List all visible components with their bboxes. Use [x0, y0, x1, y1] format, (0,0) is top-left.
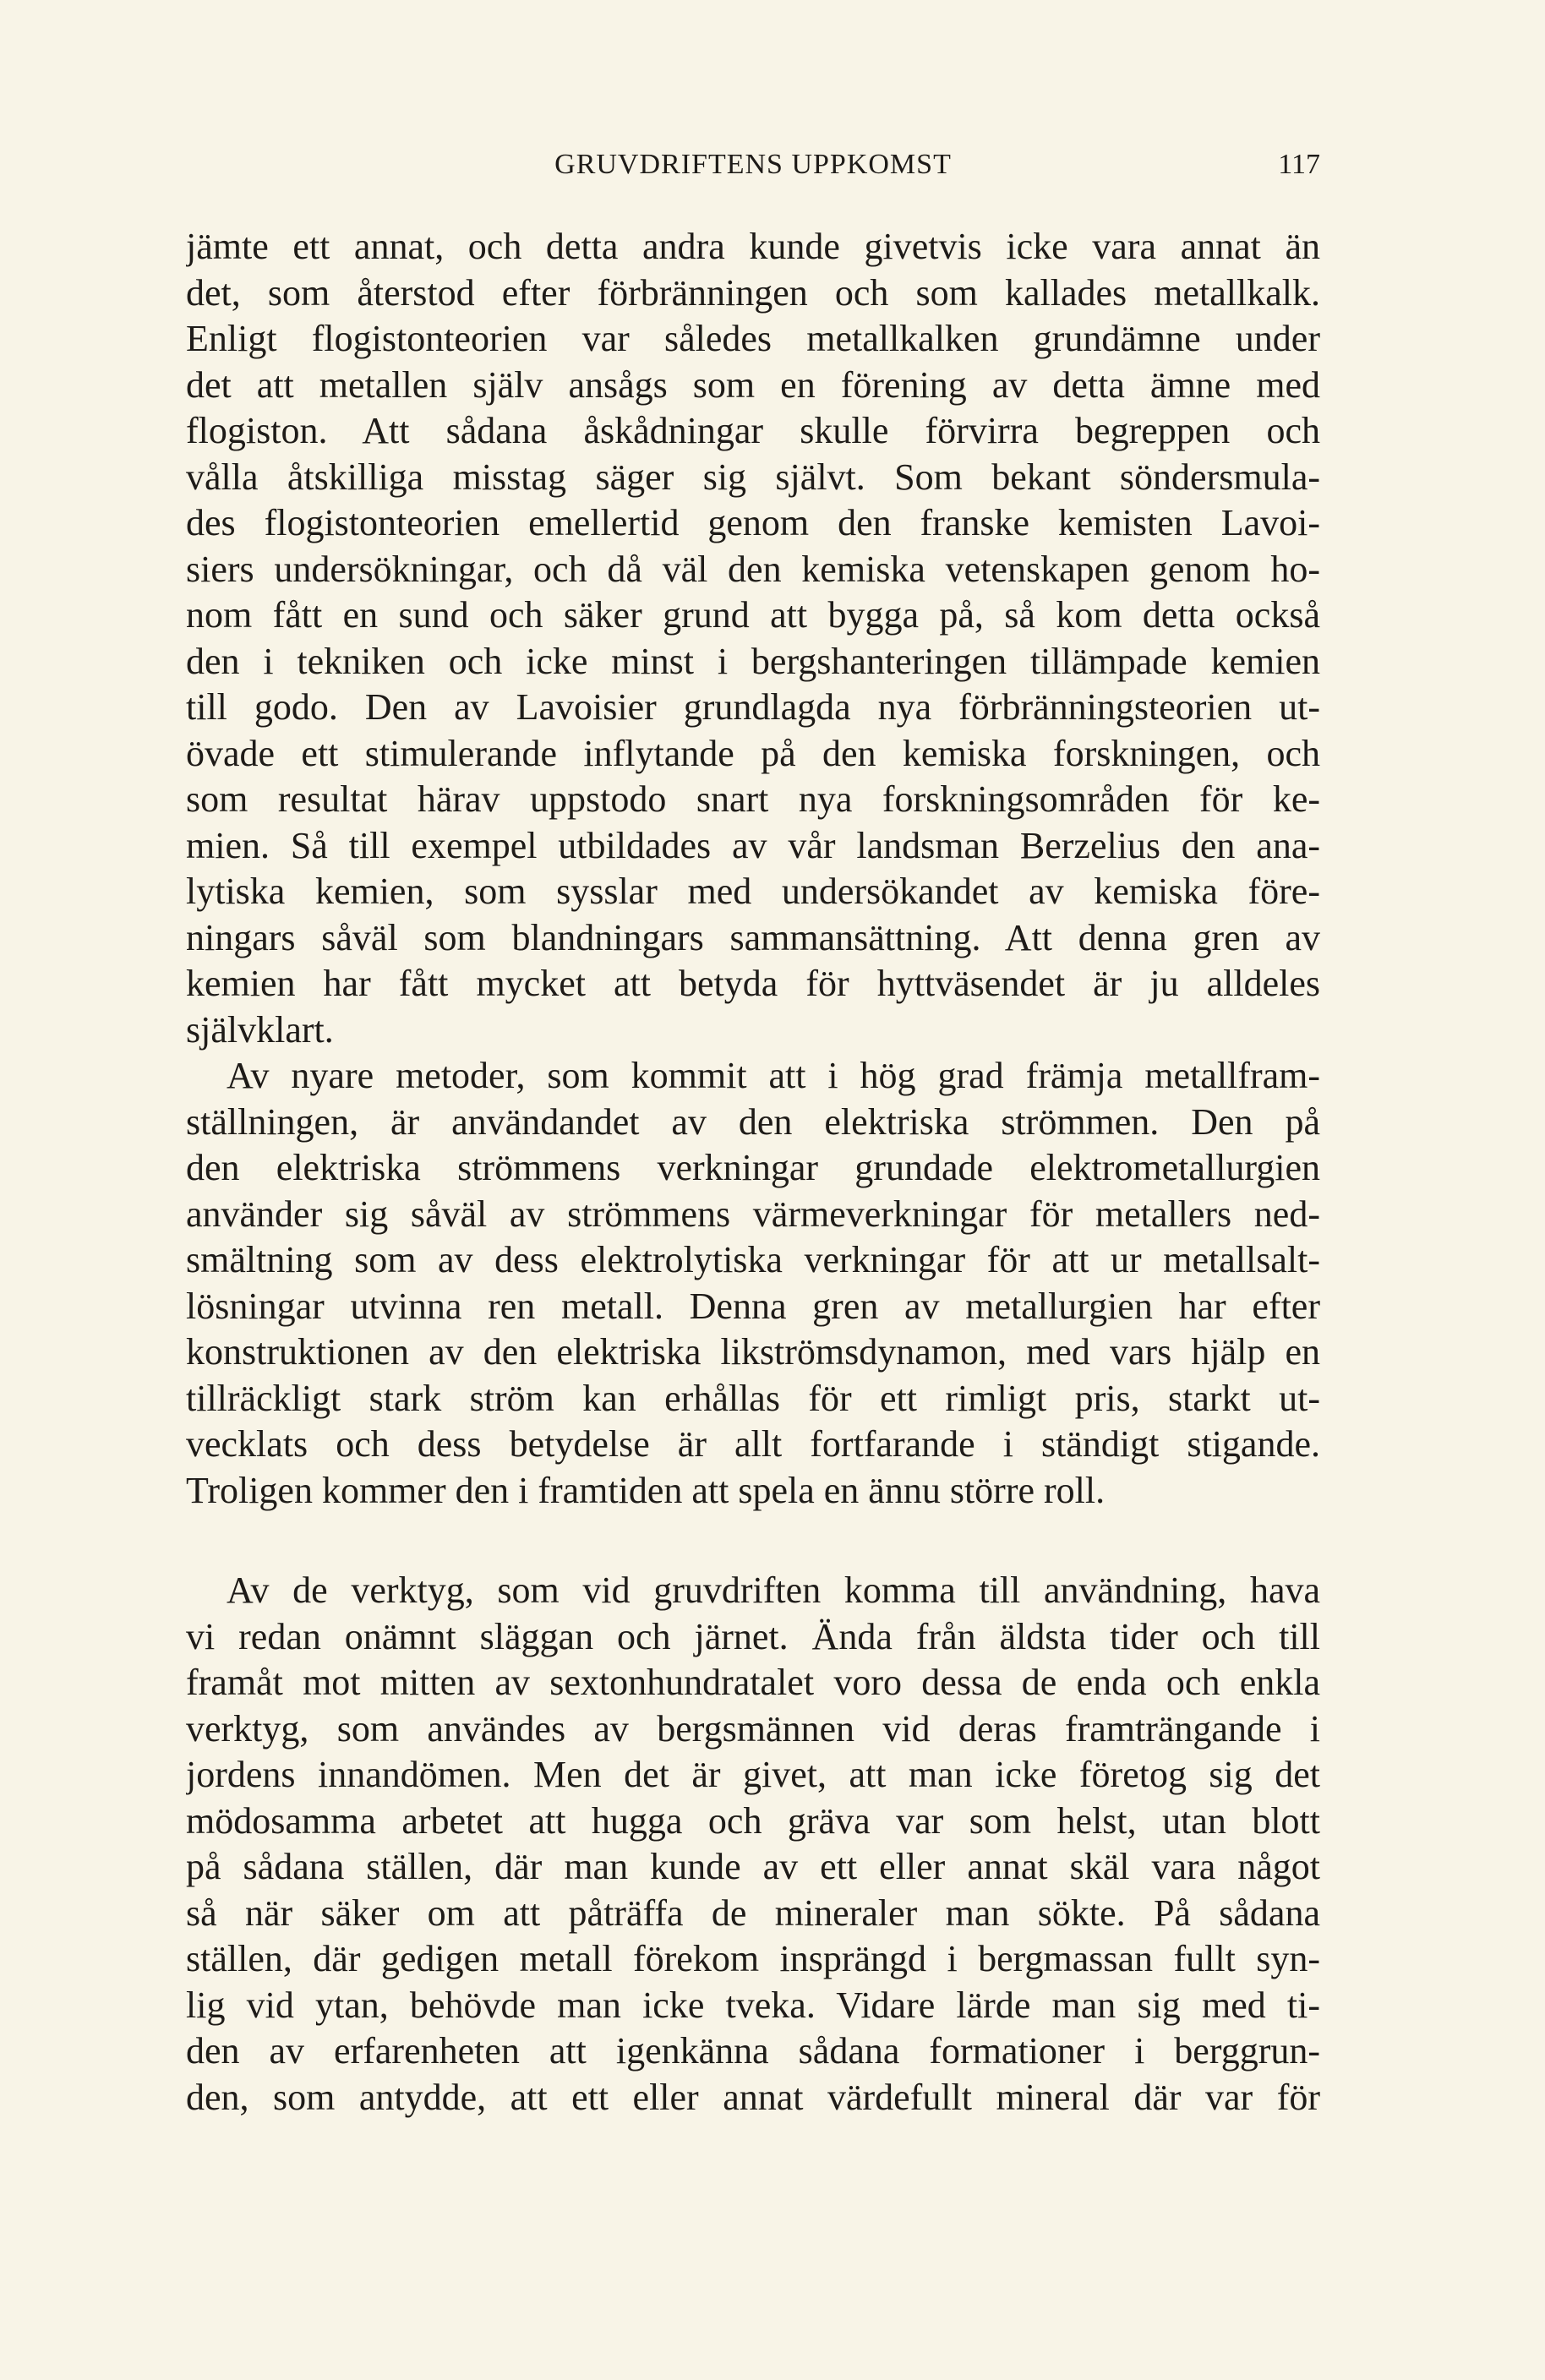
- text-line: vecklats och dess betydelse är allt fortfarande i ständigt stigande.: [186, 1423, 1320, 1465]
- paragraph-1: [186, 224, 1320, 1053]
- text-line: på sådana ställen, där man kunde av ett eller annat skäl vara något: [186, 1846, 1320, 1887]
- paragraph-2: [186, 1053, 1320, 1514]
- running-header: [186, 149, 1320, 191]
- paragraph-3: [186, 1568, 1320, 2121]
- text-line: som resultat härav uppstodo snart nya forskningsområden för ke-: [186, 778, 1320, 820]
- text-line: siers undersökningar, och då väl den kemiska vetenskapen genom ho-: [186, 548, 1320, 590]
- text-line: Av de verktyg, som vid gruvdriften komma till användning, hava: [227, 1569, 1320, 1611]
- text-line: ställningen, är användandet av den elektriska strömmen. Den på: [186, 1100, 1320, 1143]
- text-line: kemien har fått mycket att betyda för hyttväsendet är ju alldeles: [186, 963, 1320, 1004]
- text-line: den, som antydde, att ett eller annat värdefullt mineral där var för: [186, 2076, 1320, 2118]
- text-line: lösningar utvinna ren metall. Denna gren av metallurgien har efter: [186, 1285, 1320, 1327]
- text-line: den i tekniken och icke minst i bergshanteringen tillämpade kemien: [186, 640, 1320, 682]
- text-line: ningars såväl som blandningars sammansättning. Att denna gren av: [186, 916, 1320, 958]
- text-line: framåt mot mitten av sextonhundratalet voro dessa de enda och enkla: [186, 1662, 1320, 1703]
- text-line: Av nyare metoder, som kommit att i hög grad främja metallfram-: [227, 1055, 1320, 1096]
- text-line: nom fått en sund och säker grund att bygga på, så kom detta också: [186, 594, 1320, 636]
- text-line: övade ett stimulerande inflytande på den kemiska forskningen, och: [186, 732, 1320, 774]
- text-line: mien. Så till exempel utbildades av vår landsman Berzelius den ana-: [186, 824, 1320, 866]
- text-line: till godo. Den av Lavoisier grundlagda nya förbränningsteorien ut-: [186, 686, 1320, 728]
- text-line: smältning som av dess elektrolytiska verkningar för att ur metallsalt-: [186, 1239, 1320, 1280]
- text-line: Enligt flogistonteorien var således metallkalken grundämne under: [186, 318, 1320, 359]
- text-line: Troligen kommer den i framtiden att spela en ännu större roll.: [186, 1469, 1106, 1511]
- text-line: ställen, där gedigen metall förekom insprängd i bergmassan fullt syn-: [186, 1938, 1320, 1979]
- text-line: självklart.: [186, 1008, 334, 1051]
- text-line: jämte ett annat, och detta andra kunde givetvis icke vara annat än: [186, 226, 1320, 267]
- text-line: konstruktionen av den elektriska likströmsdynamon, med vars hjälp en: [186, 1331, 1320, 1373]
- running-title: GRUVDRIFTENS UPPKOMST: [554, 149, 952, 180]
- page-number: 117: [1278, 149, 1320, 180]
- text-line: det att metallen själv ansågs som en förening av detta ämne med: [186, 363, 1320, 406]
- text-line: des flogistonteorien emellertid genom den franske kemisten Lavoi-: [186, 502, 1320, 543]
- text-line: den elektriska strömmens verkningar grundade elektrometallurgien: [186, 1147, 1320, 1188]
- text-line: lytiska kemien, som sysslar med undersökandet av kemiska före-: [186, 871, 1320, 912]
- text-line: lig vid ytan, behövde man icke tveka. Vidare lärde man sig med ti-: [186, 1984, 1320, 2026]
- text-line: mödosamma arbetet att hugga och gräva var som helst, utan blott: [186, 1799, 1320, 1842]
- text-line: vi redan onämnt släggan och järnet. Ända från äldsta tider och till: [186, 1615, 1320, 1657]
- text-line: vålla åtskilliga misstag säger sig självt. Som bekant söndersmula-: [186, 456, 1320, 498]
- text-line: använder sig såväl av strömmens värmeverkningar för metallers ned-: [186, 1193, 1320, 1235]
- text-line: jordens innandömen. Men det är givet, att man icke företog sig det: [186, 1754, 1320, 1795]
- text-line: flogiston. Att sådana åskådningar skulle förvirra begreppen och: [186, 410, 1320, 451]
- text-line: tillräckligt stark ström kan erhållas för ett rimligt pris, starkt ut-: [186, 1377, 1320, 1419]
- text-line: verktyg, som användes av bergsmännen vid deras framträngande i: [186, 1707, 1320, 1750]
- text-line: den av erfarenheten att igenkänna sådana formationer i berggrun-: [186, 2030, 1320, 2072]
- text-line: det, som återstod efter förbränningen och som kallades metallkalk.: [186, 271, 1320, 314]
- text-line: så när säker om att påträffa de mineraler man sökte. På sådana: [186, 1891, 1320, 1934]
